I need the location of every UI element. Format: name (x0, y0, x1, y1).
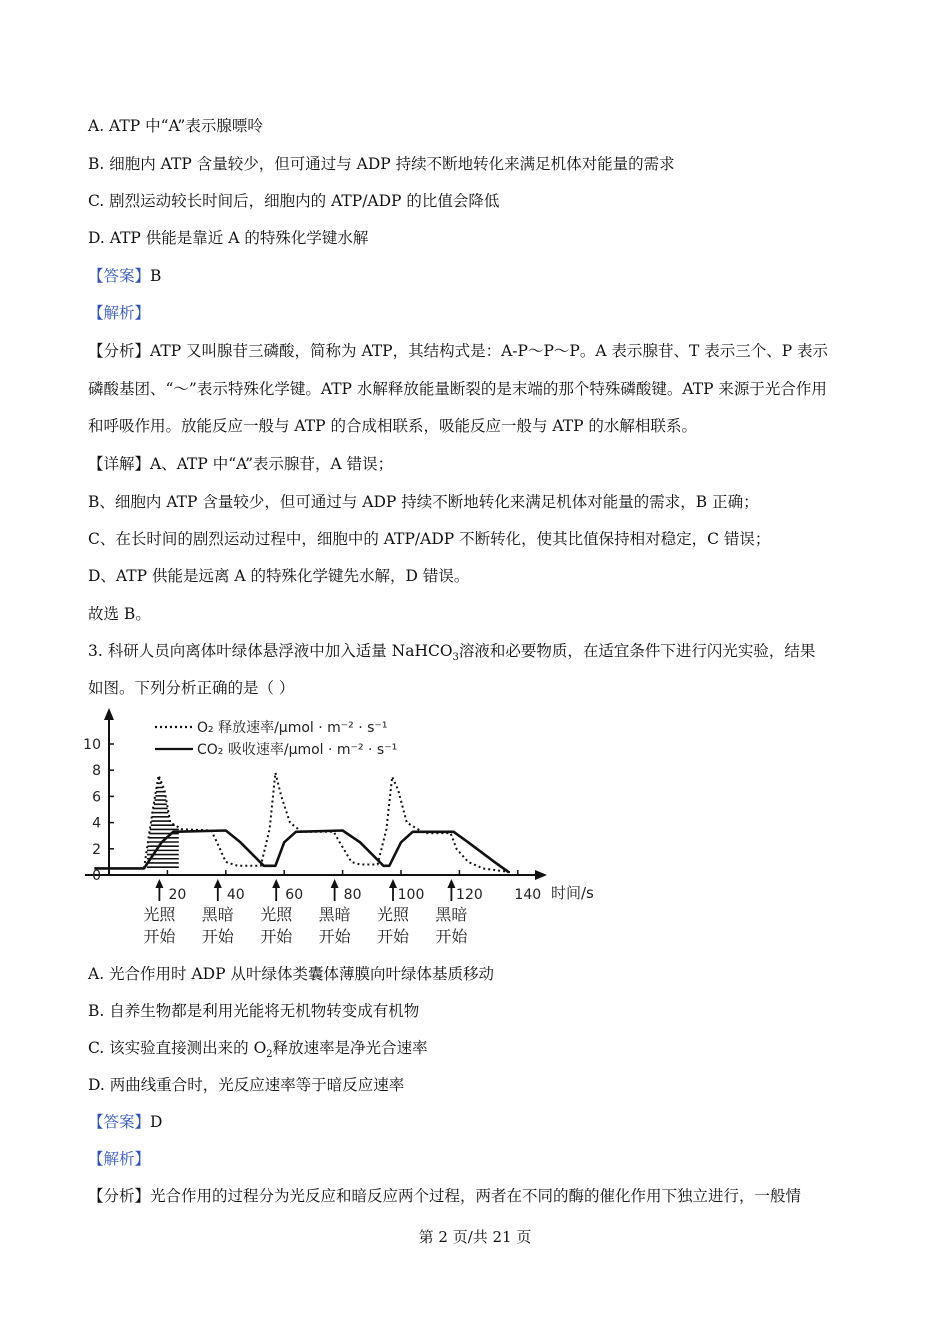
q3-stem-part-a: 3. 科研人员向离体叶绿体悬浮液中加入适量 NaHCO (88, 642, 453, 660)
y-tick-label: 4 (92, 815, 101, 832)
x-tick-label: 60 (285, 887, 304, 903)
event-label: 光照 (143, 905, 176, 924)
x-tick-label: 120 (456, 887, 483, 903)
q2-fenxi-line-2: 磷酸基团、“～”表示特殊化学键。ATP 水解释放能量断裂的是末端的那个特殊磷酸键。ATP 来源于光合作用 (88, 380, 827, 398)
event-label: 开始 (260, 927, 293, 946)
y-tick-label: 10 (83, 737, 101, 753)
q2-xiangjie-line-4: D、ATP 供能是远离 A 的特殊化学键先水解，D 错误。 (88, 567, 470, 585)
q2-xiangjie-line-1 (88, 454, 393, 474)
q2-fenxi-line-3: 和呼吸作用。放能反应一般与 ATP 的合成相联系，吸能反应一般与 ATP 的水解相联系。 (88, 417, 697, 435)
legend-label: O₂ 释放速率/μmol · m⁻² · s⁻¹ (197, 720, 388, 736)
x-axis-label: 时间/s (551, 884, 594, 902)
xiangjie-tag: 【详解】 (88, 455, 151, 473)
y-tick-label: 8 (92, 763, 101, 780)
q3-option-d: D. 两曲线重合时，光反应速率等于暗反应速率 (88, 1076, 405, 1094)
q3-analysis-tag: 【解析】 (88, 1150, 151, 1168)
answer-tag: 【答案】 (88, 267, 151, 285)
event-label: 黑暗 (435, 905, 468, 924)
answer-value: B (150, 267, 162, 285)
event-arrowhead (389, 879, 397, 888)
event-label: 黑暗 (201, 905, 234, 924)
y-tick-label: 6 (92, 789, 101, 806)
q2-answer (88, 266, 161, 286)
q3-fenxi-line (88, 1186, 801, 1206)
event-label: 黑暗 (318, 905, 351, 924)
q3-stem-line-1 (88, 641, 815, 668)
x-tick-label: 80 (343, 887, 362, 903)
event-label: 光照 (376, 905, 410, 924)
q3-option-c-part: C. 该实验直接测出来的 O (88, 1039, 267, 1057)
xiangjie-text: A、ATP 中“A”表示腺苷，A 错误； (150, 455, 394, 473)
q3-stem-subscript: 3 (452, 652, 459, 664)
q3-option-c-subscript: 2 (266, 1049, 273, 1061)
chart-axes (83, 708, 594, 903)
fenxi-text: 光合作用的过程分为光反应和暗反应两个过程，两者在不同的酶的催化作用下独立进行，一般情 (150, 1187, 802, 1205)
answer-tag: 【答案】 (88, 1113, 151, 1131)
event-arrowhead (447, 879, 455, 888)
event-arrowhead (331, 879, 339, 888)
event-label: 开始 (143, 927, 176, 946)
event-arrowhead (272, 879, 280, 888)
legend-label: CO₂ 吸收速率/μmol · m⁻² · s⁻¹ (197, 742, 398, 758)
q3-answer (88, 1112, 162, 1132)
q3-stem-line-2: 如图。下列分析正确的是（ ） (88, 679, 295, 697)
q3-option-c (88, 1038, 428, 1065)
x-tick-label: 40 (226, 887, 245, 903)
y-tick-label: 2 (92, 841, 101, 858)
q3-stem-part-b: 溶液和必要物质，在适宜条件下进行闪光实验，结果 (458, 642, 816, 660)
x-tick-label: 140 (514, 887, 542, 903)
event-label: 开始 (435, 927, 468, 946)
q2-option-c: C. 剧烈运动较长时间后，细胞内的 ATP/ADP 的比值会降低 (88, 192, 500, 210)
q2-xiangjie-line-3: C、在长时间的剧烈运动过程中，细胞中的 ATP/ADP 不断转化，使其比值保持相对稳定，C 错误； (88, 530, 771, 548)
y-axis-arrow (104, 708, 114, 720)
page-footer: 第 2 页/共 21 页 (418, 1228, 532, 1246)
event-arrowhead (214, 879, 222, 888)
answer-value: D (150, 1113, 163, 1131)
q3-option-b: B. 自养生物都是利用光能将无机物转变成有机物 (88, 1002, 420, 1020)
q2-xiangjie-line-2: B、细胞内 ATP 含量较少，但可通过与 ADP 持续不断地转化来满足机体对能量的需求，B 正确； (88, 493, 759, 511)
q2-analysis-tag: 【解析】 (88, 304, 151, 322)
event-label: 开始 (376, 927, 410, 946)
q2-option-d: D. ATP 供能是靠近 A 的特殊化学键水解 (88, 229, 369, 247)
chart-curves (94, 773, 512, 873)
q2-conclusion: 故选 B。 (88, 605, 151, 623)
q2-option-b: B. 细胞内 ATP 含量较少，但可通过与 ADP 持续不断地转化来满足机体对能量的需求 (88, 155, 675, 173)
event-label: 开始 (318, 927, 351, 946)
event-label: 开始 (201, 927, 234, 946)
x-tick-label: 20 (168, 887, 187, 903)
q3-option-a: A. 光合作用时 ADP 从叶绿体类囊体薄膜向叶绿体基质移动 (88, 965, 494, 983)
x-axis-arrow (535, 870, 547, 880)
co2-uptake-curve (94, 831, 509, 873)
y-tick-label: 0 (92, 868, 101, 884)
event-label: 光照 (260, 905, 293, 924)
event-arrowhead (155, 879, 163, 888)
flash-experiment-chart (85, 702, 595, 947)
o2-release-curve (94, 773, 512, 873)
fenxi-tag: 【分析】 (88, 342, 151, 360)
fenxi-text: ATP 又叫腺苷三磷酸，简称为 ATP，其结构式是：A-P～P～P。A 表示腺苷、T 表示三个、P 表示 (150, 342, 829, 360)
x-tick-label: 100 (397, 887, 425, 903)
q2-fenxi-line-1 (88, 341, 828, 361)
fenxi-tag: 【分析】 (88, 1187, 151, 1205)
chart-legend (155, 719, 397, 758)
q3-option-c-rest: 释放速率是净光合速率 (272, 1039, 428, 1057)
q2-option-a: A. ATP 中“A”表示腺嘌呤 (88, 117, 263, 135)
